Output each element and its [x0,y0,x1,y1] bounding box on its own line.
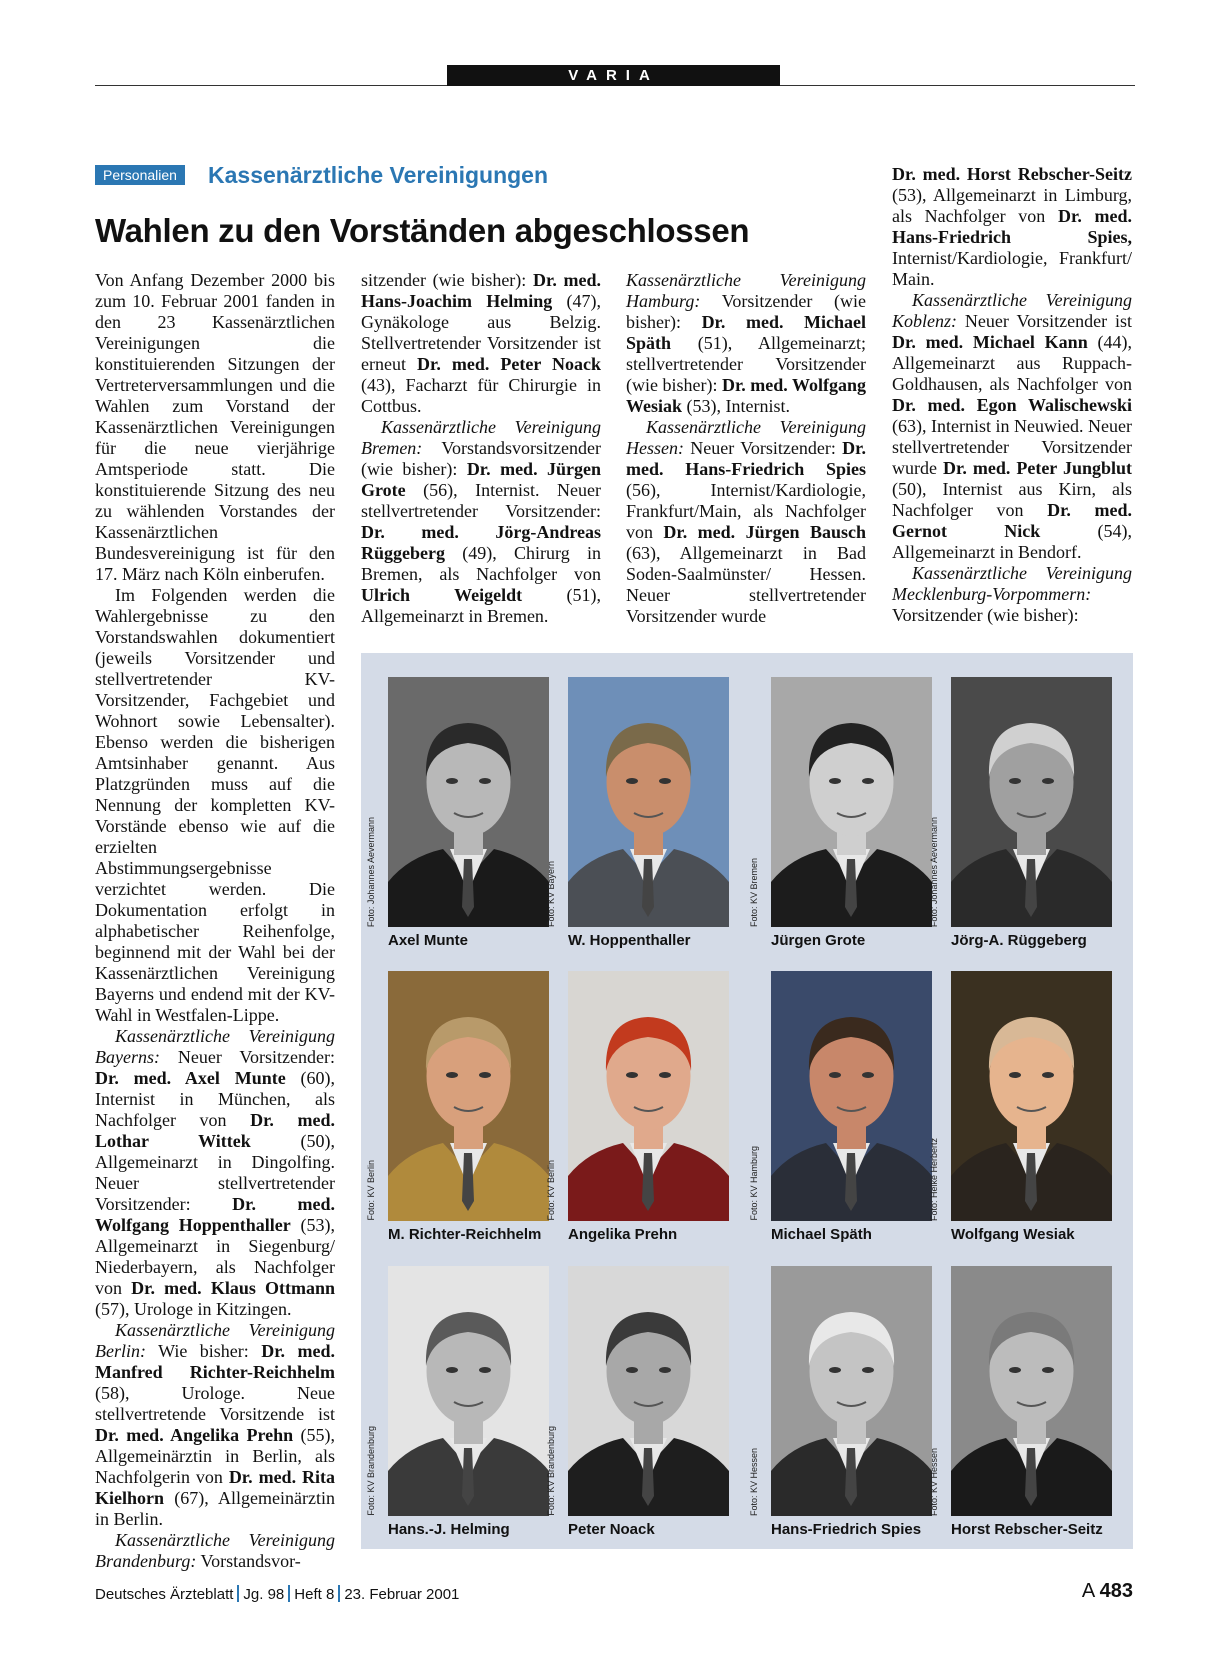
portrait-photo [388,1266,549,1516]
portrait-tile [744,971,924,1246]
photo-caption: Michael Späth [771,1226,872,1243]
photo-credit: Foto: KV Berlin [546,1160,556,1221]
page-number [1082,1580,1133,1603]
portrait-tile [924,677,1104,952]
photo-caption: Jürgen Grote [771,932,866,949]
portrait-tile [361,971,541,1246]
portrait-tile [744,677,924,952]
photo-credit: Foto: KV Hessen [749,1447,759,1516]
portrait-tile [924,1266,1104,1541]
photo-credit: Foto: Johannes Aevermann [929,816,939,927]
footer-separator [237,1585,239,1602]
portrait-photo [388,677,549,927]
portrait-tile [541,1266,721,1541]
photo-caption: Jörg-A. Rüggeberg [951,932,1087,949]
photo-caption: M. Richter-Reichhelm [388,1226,542,1243]
journal-issue: Heft 8 [294,1586,335,1603]
footer-separator [288,1585,290,1602]
portrait-photo [951,1266,1112,1516]
photo-caption: Peter Noack [568,1521,655,1538]
portrait-photo [771,971,932,1221]
portrait-photo [771,1266,932,1516]
portrait-photo [388,971,549,1221]
journal-date: 23. Februar 2001 [344,1586,460,1603]
photo-caption: Axel Munte [388,932,469,949]
text-column-4: Dr. med. Horst Rebscher-Seitz (53), Allgemeinarzt in Limburg, als Nachfolger von Dr. med. Hans-Friedrich Spies, Internist/Kardiologie, Frankfurt/ Main. Kassenärztliche Vereinigung Koblenz: Neuer Vorsitzender ist Dr. med. Michael Kann (44), Allgemeinarzt aus Ruppach-Goldhausen, als Nachfolger von Dr. med. Egon Walischewski (63), Internist in Neuwied. Neuer stellvertretender Vorsitzender wurde Dr. med. Peter Jungblut (50), Internist aus Kirn, als Nachfolger von Dr. med. Gernot Nick (54), Allgemeinarzt in Bendorf. Kassenärztliche Vereinigung Mecklenburg-Vorpommern: Vorsitzender (wie bisher): [892,164,1133,625]
photo-credit: Foto: KV Hessen [929,1447,939,1516]
photo-caption: Angelika Prehn [568,1226,678,1243]
photo-caption: Hans.-J. Helming [388,1521,510,1538]
rubric-badge: Personalien [95,165,185,185]
photo-credit: Foto: KV Berlin [366,1160,376,1221]
photo-caption: Hans-Friedrich Spies [771,1521,922,1538]
photo-credit: Foto: KV Bremen [749,857,759,927]
portrait-tile [541,677,721,952]
section-label: VARIA [447,65,780,86]
portrait-tile [541,971,721,1246]
portrait-photo [568,1266,729,1516]
photo-caption: Horst Rebscher-Seitz [951,1521,1103,1538]
journal-volume: Jg. 98 [243,1586,285,1603]
journal-name: Deutsches Ärzteblatt [95,1586,234,1603]
photo-credit: Foto: KV Bayern [546,860,556,927]
photo-credit: Foto: KV Brandenburg [546,1426,556,1516]
text-column-3: Kassenärztliche Vereinigung Hamburg: Vorsitzender (wie bisher): Dr. med. Michael Späth (51), Allgemeinarzt; stellvertretender Vorsitzender (wie bisher): Dr. med. Wolfgang Wesiak (53), Internist. Kassenärztliche Vereinigung Hessen: Neuer Vorsitzender: Dr. med. Hans-Friedrich Spies (56), Internist/Kardiologie, Frankfurt/Main, als Nachfolger von Dr. med. Jürgen Bausch (63), Allgemeinarzt in Bad Soden-Saalmünster/ Hessen. Neuer stellvertretender Vorsitzender wurde [626,270,867,626]
photo-credit: Foto: Johannes Aevermann [366,816,376,927]
text-column-2: sitzender (wie bisher): Dr. med. Hans-Joachim Helming (47), Gynäkologe aus Belzig. Stellvertretender Vorsitzender ist erneut Dr. med. Peter Noack (43), Facharzt für Chirurgie in Cottbus. Kassenärztliche Vereinigung Bremen: Vorstandsvorsitzender (wie bisher): Dr. med. Jürgen Grote (56), Internist. Neuer stellvertretender Vorsitzender: Dr. med. Jörg-Andreas Rüggeberg (49), Chirurg in Bremen, als Nachfolger von Ulrich Weigeldt (51), Allgemeinarzt in Bremen. [361,270,601,626]
photo-credit: Foto: KV Hamburg [749,1146,759,1221]
photo-credit: Foto: KV Brandenburg [366,1426,376,1516]
portrait-gallery [361,653,1133,1549]
portrait-tile [361,677,541,952]
text-column-1: Von Anfang Dezember 2000 bis zum 10. Februar 2001 fanden in den 23 Kassenärztlichen Vereinigungen die konstituierenden Sitzungen der Vertreterversammlungen und die Wahlen zum Vorstand der Kassenärztlichen Vereinigungen für die neue vierjährige Amtsperiode statt. Die konstituierende Sitzung des neu zu wählenden Vorstandes der Kassenärztlichen Bundesvereinigung ist für den 17. März nach Köln einberufen. Im Folgenden werden die Wahlergebnisse zu den Vorstandswahlen dokumentiert (jeweils Vorsitzender und stellvertretender KV-Vorsitzender, Fachgebiet und Wohnort sowie Lebensalter). Ebenso werden die bisherigen Amtsinhaber genannt. Aus Platzgründen muss auf die Nennung der kompletten KV-Vorstände ebenso wie auf die erzielten Abstimmungsergebnisse verzichtet werden. Die Dokumentation erfolgt in alphabetischer Reihenfolge, beginnend mit der Wahl bei der Kassenärztlichen Vereinigung Bayerns und endend mit der KV-Wahl in Westfalen-Lippe. Kassenärztliche Vereinigung Bayerns: Neuer Vorsitzender: Dr. med. Axel Munte (60), Internist in München, als Nachfolger von Dr. med. Lothar Wittek (50), Allgemeinarzt in Dingolfing. Neuer stellvertretender Vorsitzender: Dr. med. Wolfgang Hoppenthaller (53), Allgemeinarzt in Siegenburg/ Niederbayern, als Nachfolger von Dr. med. Klaus Ottmann (57), Urologe in Kitzingen. Kassenärztliche Vereinigung Berlin: Wie bisher: Dr. med. Manfred Richter-Reichhelm (58), Urologe. Neue stellvertretende Vorsitzende ist Dr. med. Angelika Prehn (55), Allgemeinärztin in Berlin, als Nachfolgerin von Dr. med. Rita Kielhorn (67), Allgemeinärztin in Berlin. Kassenärztliche Vereinigung Brandenburg: Vorstandsvor- [95,270,336,1571]
page-number-value: 483 [1099,1580,1133,1602]
portrait-tile [744,1266,924,1541]
footer-citation [95,1585,459,1603]
portrait-photo [568,971,729,1221]
portrait-tile [361,1266,541,1541]
article-headline: Wahlen zu den Vorständen abgeschlossen [95,212,750,249]
photo-credit: Foto: Heike Herbertz [929,1137,939,1221]
photo-caption: W. Hoppenthaller [568,932,691,949]
portrait-photo [771,677,932,927]
article-kicker: Kassenärztliche Vereinigungen [208,162,549,188]
portrait-photo [951,677,1112,927]
portrait-photo [951,971,1112,1221]
footer-separator [338,1585,340,1602]
photo-caption: Wolfgang Wesiak [951,1226,1075,1243]
page-prefix: A [1081,1580,1095,1602]
portrait-photo [568,677,729,927]
portrait-tile [924,971,1104,1246]
